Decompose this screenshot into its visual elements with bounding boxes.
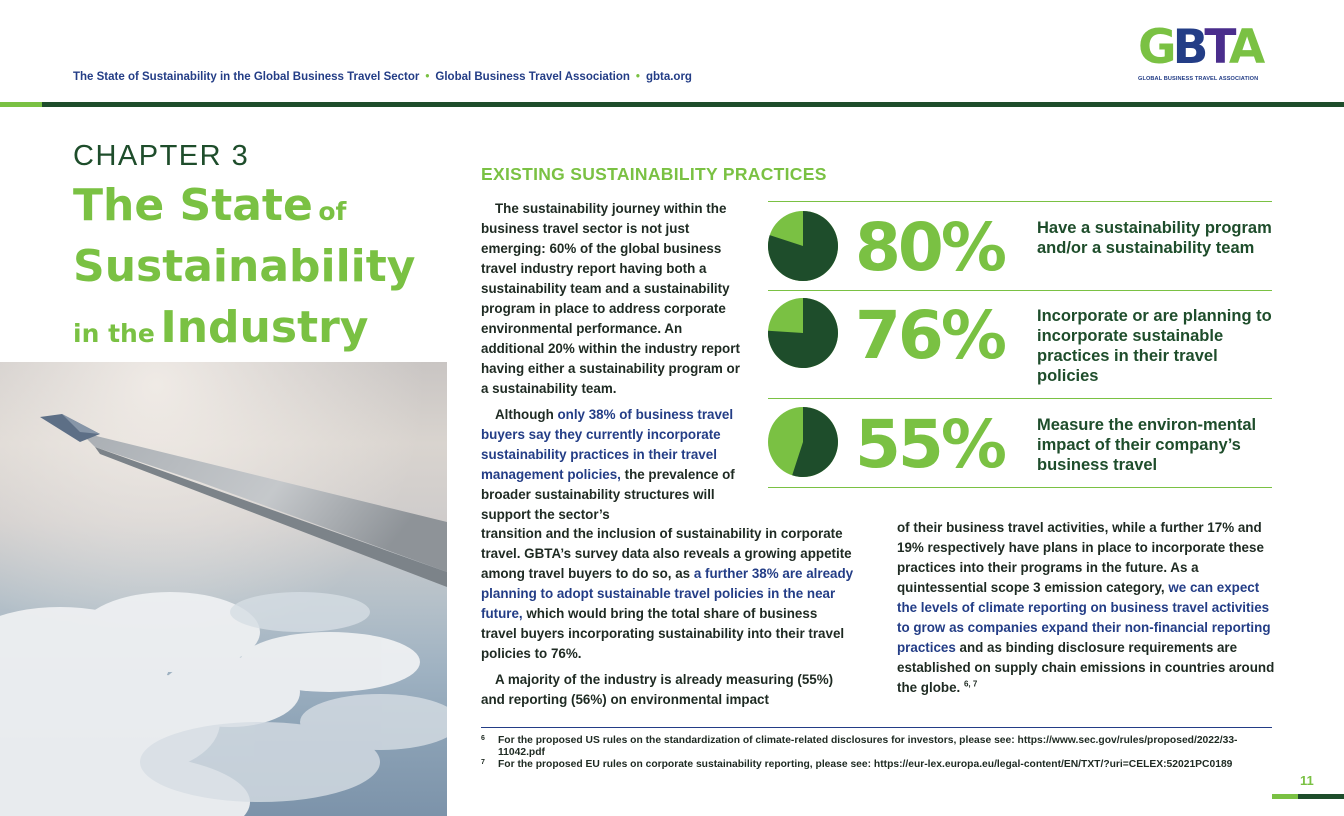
paragraph-2-continued: transition and the inclusion of sustainability in corporate travel. GBTA’s survey data also reveals a growing appetite among travel buyers to do so, as a further 38% are already planning to adopt sustainable travel policies in the near future, which would bring the total share of business travel buyers incorporating sustainability into their travel policies to 76%.	[481, 526, 854, 661]
stat-description: Have a sustainability program and/or a sustainability team	[1037, 219, 1272, 257]
footnote-7	[481, 759, 1241, 771]
header-organization: Global Business Travel Association	[435, 71, 630, 83]
highlight-text: we can expect the levels of climate reporting on business travel activities to grow as companies expand their non-financial reporting practices	[897, 580, 1271, 655]
chapter-title: The State of Sustainability in the Industry	[73, 180, 416, 353]
logo-subtitle: GLOBAL BUSINESS TRAVEL ASSOCIATION	[1138, 76, 1259, 82]
footnote-number: 7	[481, 759, 485, 766]
footnote-text: For the proposed US rules on the standardization of climate-related disclosures for investors, please see: https://www.sec.gov/rules/proposed/2022/33-11042.pdf	[498, 735, 1238, 758]
paragraph-2: Although only 38% of business travel buyers say they currently incorporate sustainability practices in their travel management policies, the prevalence of broader sustainability structures will support the sector’s	[481, 407, 735, 522]
header-website: gbta.org	[645, 71, 692, 83]
stat-divider	[768, 487, 1272, 488]
stat-divider	[768, 398, 1272, 399]
page-number: 11	[1300, 773, 1314, 788]
footnote-number: 6	[481, 735, 485, 742]
pie-chart-55	[768, 407, 838, 477]
footnote-6	[481, 735, 1241, 759]
body-column-2	[897, 518, 1282, 698]
gbta-logo[interactable]	[1138, 20, 1274, 86]
stat-divider	[768, 290, 1272, 291]
pie-chart-80	[768, 211, 838, 281]
pie-chart-76	[768, 298, 838, 368]
body-column-1	[481, 199, 741, 525]
footnote-reference: 6, 7	[963, 679, 978, 689]
stat-percentage: 80%	[855, 209, 1004, 286]
header-rule-accent	[0, 102, 42, 107]
section-heading: EXISTING SUSTAINABILITY PRACTICES	[481, 164, 827, 184]
highlight-text: a further 38% are already planning to adopt sustainable travel policies in the near future,	[481, 566, 854, 621]
header-separator: •	[425, 71, 430, 83]
page-bar-accent	[1272, 794, 1298, 799]
paragraph-1: The sustainability journey within the business travel sector is not just emerging: 60% of the global business travel industry report having both a sustainability team and a sustainability program in place to address corporate environmental performance. An additional 20% within the industry report having either a sustainability program or a sustainability team.	[481, 201, 740, 396]
header-publication-title: The State of Sustainability in the Global Business Travel Sector	[73, 71, 420, 83]
stat-description: Measure the environ-mental impact of their company’s business travel	[1037, 416, 1257, 474]
paragraph-3: A majority of the industry is already measuring (55%) and reporting (56%) on environmental impact	[481, 672, 834, 707]
footnote-text: For the proposed EU rules on corporate sustainability reporting, please see: https://eur-lex.europa.eu/legal-content/EN/TXT/?uri=CELEX:52021PC0189	[498, 759, 1233, 770]
footnote-divider	[481, 727, 1272, 728]
highlight-text: only 38% of business travel buyers say they currently incorporate sustainability practices in their travel management policies,	[481, 407, 734, 482]
stat-description: Incorporate or are planning to incorporate sustainable practices in their travel policies	[1037, 307, 1272, 385]
stat-percentage: 76%	[855, 297, 1004, 374]
header-rule	[42, 102, 1344, 107]
header-separator: •	[635, 71, 640, 83]
airplane-wing-photo	[0, 362, 447, 816]
paragraph-3-continued: of their business travel activities, while a further 17% and 19% respectively have plans in place to incorporate these practices into their programs in the future. As a quintessential scope 3 emission category, we can expect the levels of climate reporting on business travel activities to grow as companies expand their non-financial reporting practices and as binding disclosure requirements are established on supply chain emissions in countries around the globe. $^{6, 7}$	[897, 520, 1275, 695]
logo-mark: GBTA	[1138, 20, 1262, 75]
chapter-label: CHAPTER 3	[73, 140, 250, 172]
stat-percentage: 55%	[855, 406, 1004, 483]
running-header	[73, 71, 692, 83]
stat-divider	[768, 201, 1272, 202]
page-bar	[1298, 794, 1344, 799]
body-column-1-continued	[481, 524, 856, 710]
